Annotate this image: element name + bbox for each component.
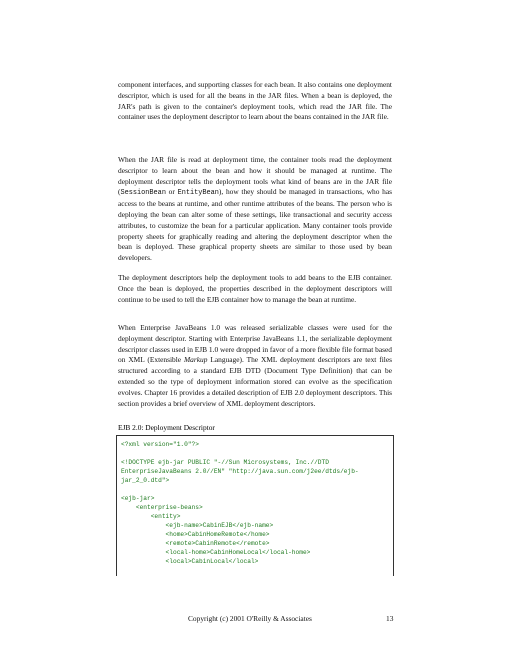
paragraph-deployment-time: [118, 155, 392, 264]
page-number: 13: [386, 614, 394, 623]
code-line: EnterpriseJavaBeans 2.0//EN" "http://java.sun.com/j2ee/dtds/ejb-: [121, 468, 359, 475]
paragraph-text: When Enterprise JavaBeans 1.0 was released serializable classes were used for the deployment descriptor. Starting with Enterprise JavaBeans 1.1, the serializable deployment descriptor classes used in EJB 1.0 were dropped in favor of a more flexible file format based on XML (Extensible: [118, 323, 392, 365]
code-line: <remote>CabinRemote</remote>: [121, 540, 270, 547]
code-line: <local>CabinLocal</local>: [121, 558, 259, 565]
paragraph-xml-descriptors: [118, 323, 392, 409]
italic-text-markup: Markup: [184, 355, 208, 365]
footer-copyright: Copyright (c) 2001 O'Reilly & Associates: [188, 614, 312, 623]
paragraph-text: or: [165, 187, 178, 197]
paragraph-deployment-tools: The deployment descriptors help the deployment tools to add beans to the EJB container. Once the bean is deployed, the properties described in the deployment descriptors will continue to be used to tell the EJB container how to manage the bean at runtime.: [118, 273, 392, 304]
code-line: <!DOCTYPE ejb-jar PUBLIC "-//Sun Microsystems, Inc.//DTD: [121, 459, 329, 466]
paragraph-jar-contents: component interfaces, and supporting classes for each bean. It also contains one deployment descriptor, which is used for all the beans in the JAR files. When a bean is deployed, the JAR's path is given to the container's deployment tools, which read the JAR file. The container uses the deployment descriptor to learn about the beans contained in the JAR file.: [118, 80, 392, 122]
code-line: <ejb-name>CabinEJB</ejb-name>: [121, 522, 274, 529]
code-line: <ejb-jar>: [121, 495, 155, 502]
paragraph-text: When the JAR file is read at deployment time, the container tools read the deployment descriptor to learn about the bean and how it should be managed at runtime. The deployment descriptor tells the deployment tools what kind of beans are in the JAR file (: [118, 155, 392, 197]
paragraph-text: ), how they should be managed in transactions, who has access to the beans at runtime, and other runtime attributes of the beans. The person who is deploying the bean can alter some of these settings, like transactional and security access attributes, to customize the bean for a particular application. Many container tools provide property sheets for graphically reading and altering the deployment descriptor when the bean is deployed. These graphical property sheets are similar to those used by bean developers.: [118, 187, 392, 263]
code-line: <home>CabinHomeRemote</home>: [121, 531, 270, 538]
code-line: jar_2_0.dtd">: [121, 477, 170, 484]
inline-code-entity-bean: EntityBean: [177, 189, 219, 198]
code-line: <local-home>CabinHomeLocal</local-home>: [121, 549, 311, 556]
paragraph-text: Language). The XML deployment descriptors are text files structured according to a standard EJB DTD (Document Type Definition) that can be extended so the type of deployment information stored can evolve as the specification evolves. Chapter 16 provides a detailed description of EJB 2.0 deployment descriptors. This section provides a brief overview of XML deployment descriptors.: [118, 355, 392, 408]
code-line: <?xml version="1.0"?>: [121, 441, 199, 448]
code-listing-caption: EJB 2.0: Deployment Descriptor: [118, 423, 215, 432]
code-line: <entity>: [121, 513, 181, 520]
inline-code-session-bean: SessionBean: [120, 189, 166, 198]
code-line: <enterprise-beans>: [121, 504, 203, 511]
